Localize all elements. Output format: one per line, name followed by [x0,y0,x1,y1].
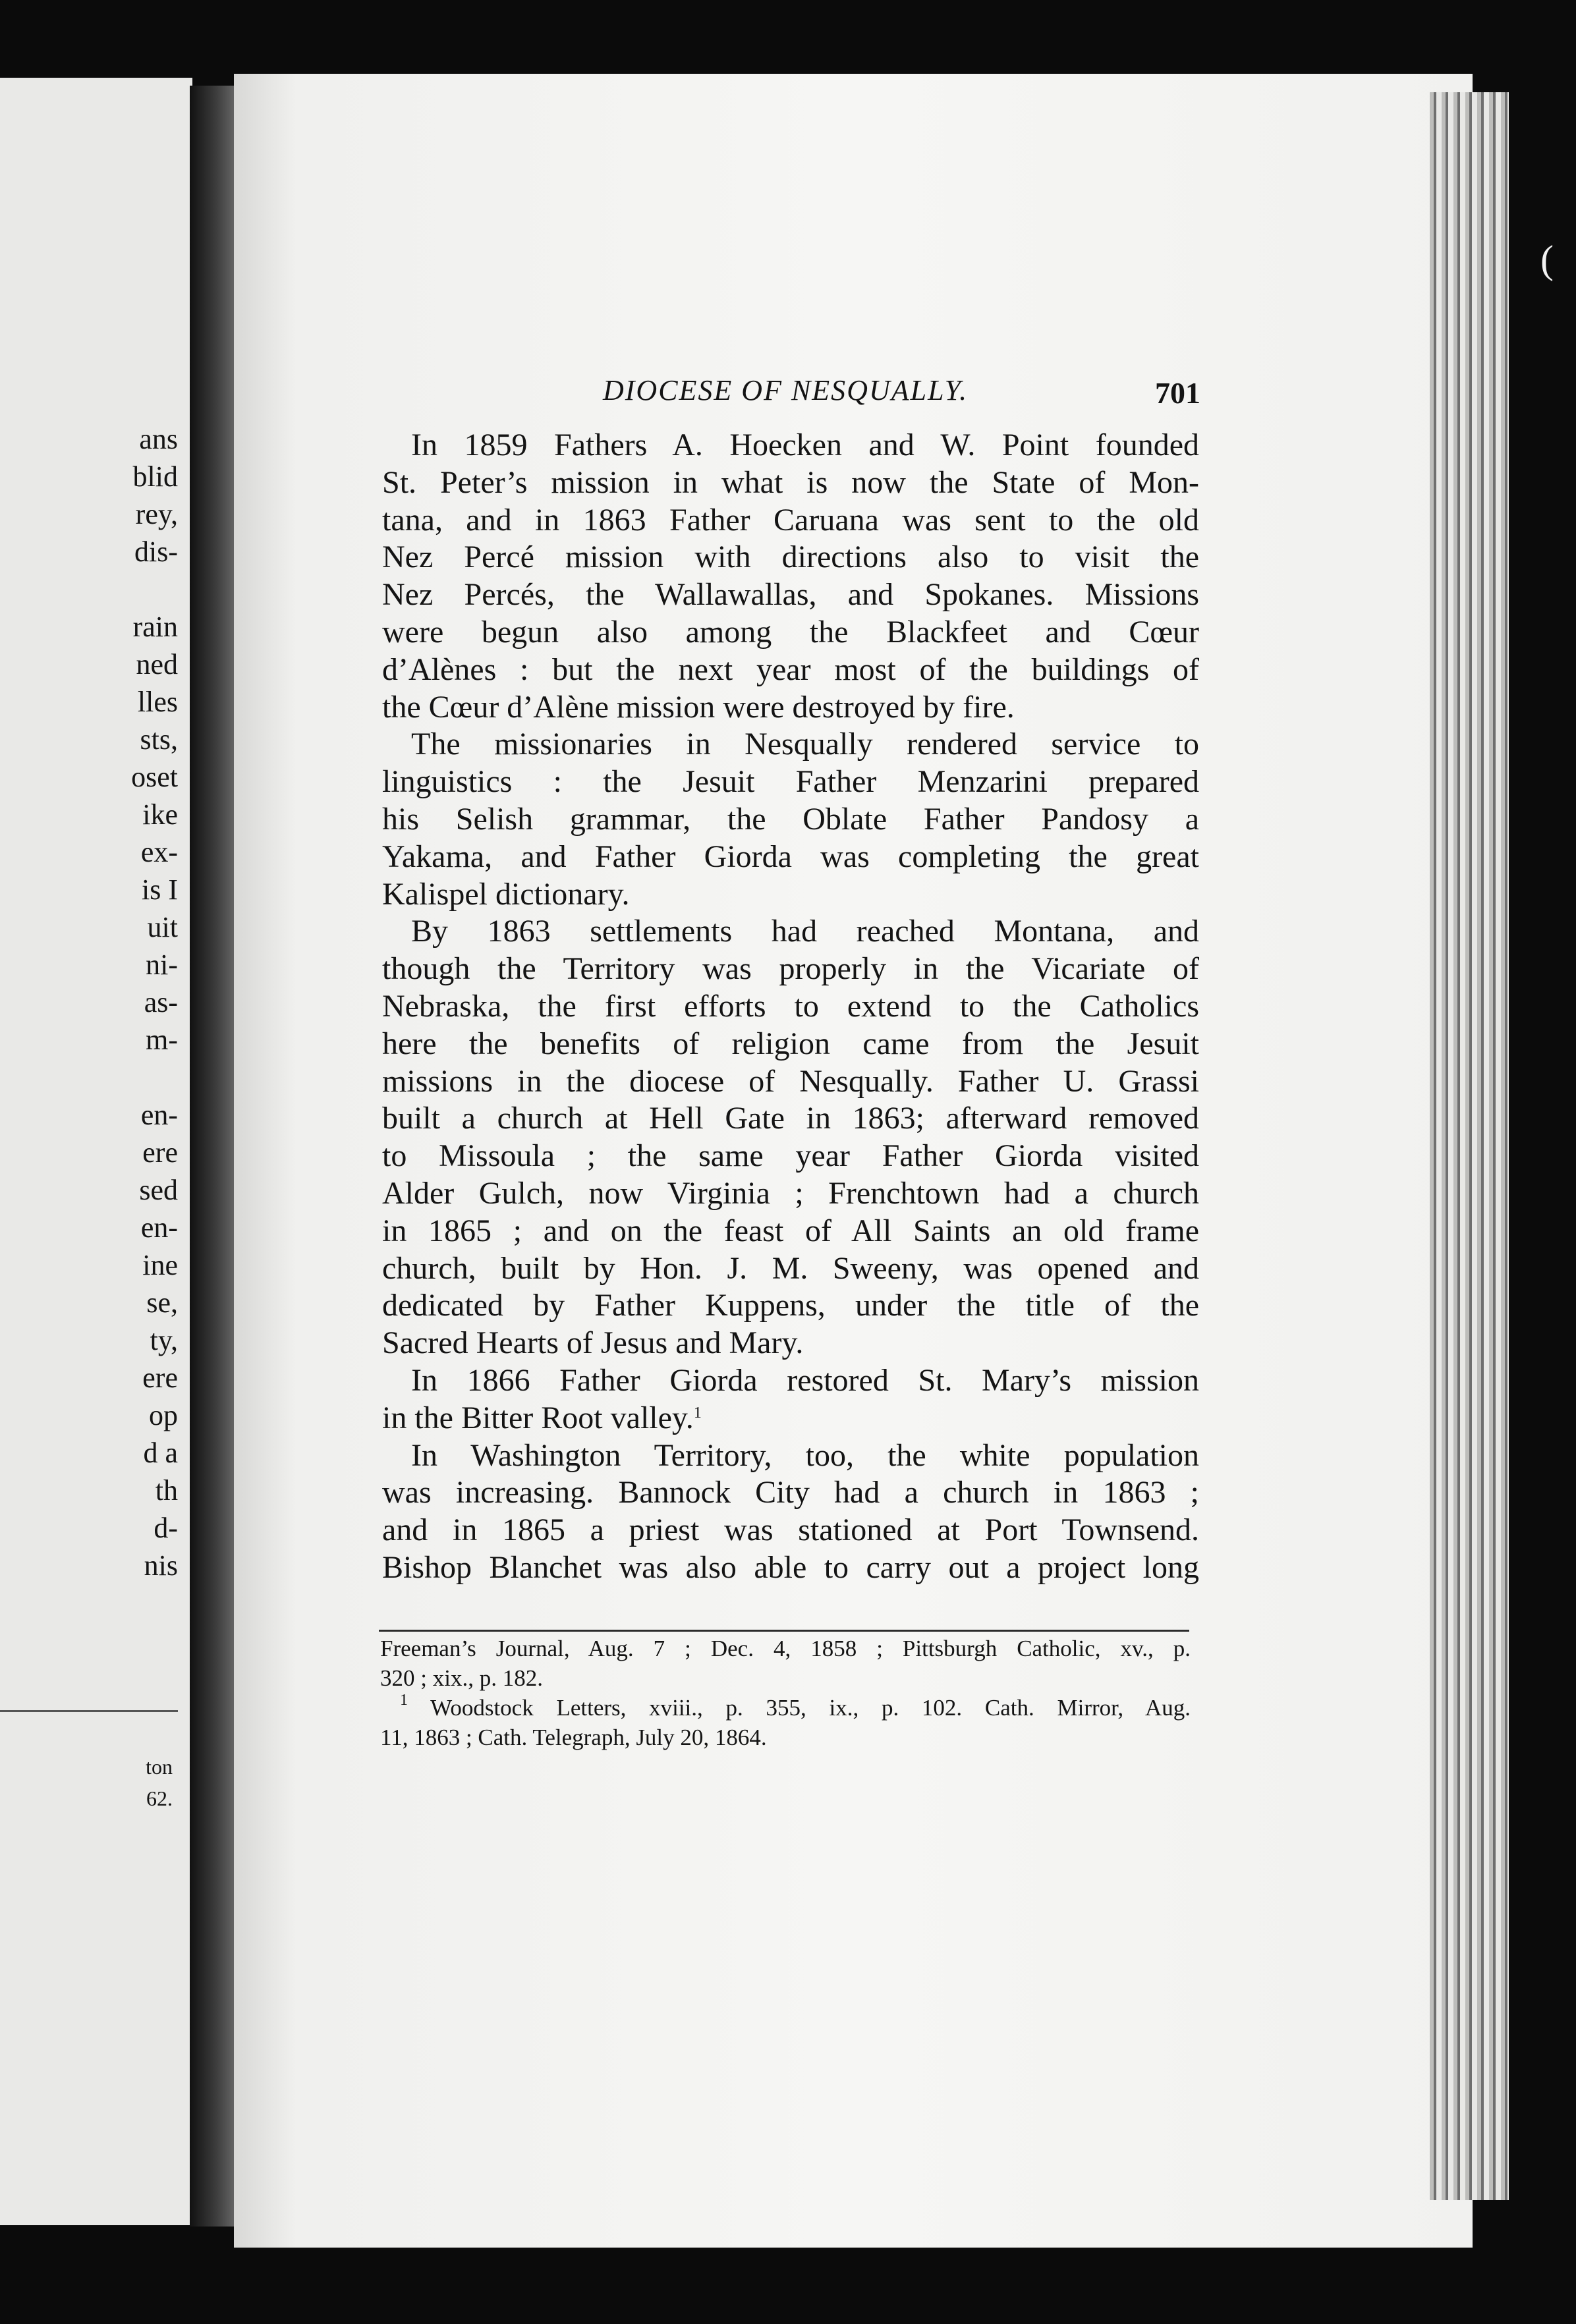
left-fragment: ine [142,1249,178,1281]
text-line: St. Peter’s mission in what is now the State of Mon- [382,464,1199,500]
page-number: 701 [1155,376,1200,410]
text-line: By 1863 settlements had reached Montana, and [411,914,1199,949]
left-fragment: d a [143,1437,178,1469]
text-line: and in 1865 a priest was stationed at Port Townsend. [382,1512,1199,1548]
text-line: to Missoula ; the same year Father Giorda visited [382,1138,1199,1174]
text-line: In 1866 Father Giorda restored St. Mary’s mission [411,1362,1199,1398]
left-footnote-rule [0,1710,178,1712]
text-line: in 1865 ; and on the feast of All Saints an old frame [382,1213,1199,1248]
text-line: linguistics : the Jesuit Father Menzarini prepared [382,764,1199,800]
text-line: d’Alènes : but the next year most of the buildings of [382,651,1199,687]
text-line: here the benefits of religion came from the Jesuit [382,1026,1199,1061]
left-fragment: uit [147,911,178,943]
left-fragment: rain [132,611,178,643]
text-line: dedicated by Father Kuppens, under the title of the [382,1288,1199,1323]
left-fragment: m- [146,1024,178,1056]
text-line: Sacred Hearts of Jesus and Mary. [382,1325,804,1361]
left-footnote-fragment: ton [146,1755,173,1779]
body-text [382,427,1199,1587]
text-line: church, built by Hon. J. M. Sweeny, was opened and [382,1250,1199,1286]
left-fragment: sts, [140,723,178,756]
footnote-marker: 1 [400,1692,408,1709]
left-fragment: ned [136,648,178,680]
text-line: Nez Percés, the Wallawallas, and Spokanes. Missions [382,577,1199,613]
left-fragment: blid [132,460,178,493]
left-fragment: as- [144,986,178,1018]
text-line: the Cœur d’Alène mission were destroyed by fire. [382,689,1015,725]
film-speck: ( [1540,238,1554,281]
left-fragment: oset [131,761,178,793]
text-line: Kalispel dictionary. [382,876,630,912]
left-fragment: nis [144,1549,178,1582]
left-fragment: en- [140,1099,178,1131]
left-footnote-fragments [0,1751,173,1814]
text-line: Alder Gulch, now Virginia ; Frenchtown had a church [382,1175,1199,1211]
text-line: Nez Percé mission with directions also to visit the [382,540,1199,575]
text-line: In 1859 Fathers A. Hoecken and W. Point founded [411,428,1199,462]
left-footnote-fragment: 62. [146,1786,173,1810]
left-page-text-fragments [0,420,178,1584]
text-line: built a church at Hell Gate in 1863; afterward removed [382,1101,1199,1136]
footnote-line: 11, 1863 ; Cath. Telegraph, July 20, 1864. [380,1725,767,1750]
text-line: Bishop Blanchet was also able to carry out a project long [382,1549,1199,1585]
left-fragment: ans [139,423,178,455]
footnote-line-with-marker [380,1693,1191,1723]
text-line: tana, and in 1863 Father Caruana was sent to the old [382,502,1199,538]
footnote-line: 320 ; xix., p. 182. [380,1665,543,1691]
text-line: was increasing. Bannock City had a church in 1863 ; [382,1475,1199,1510]
footnote-line: Freeman’s Journal, Aug. 7 ; Dec. 4, 1858 ; Pittsburgh Catholic, xv., p. [380,1636,1191,1661]
left-fragment: ex- [140,836,178,868]
left-fragment [0,570,178,608]
left-fragment: lles [137,686,178,718]
text-line: his Selish grammar, the Oblate Father Pandosy a [382,801,1199,837]
left-fragment: ike [142,798,178,831]
running-head: DIOCESE OF NESQUALLY. [603,374,969,406]
text-line: missions in the diocese of Nesqually. Father U. Grassi [382,1063,1199,1099]
text-line: The missionaries in Nesqually rendered service to [411,727,1199,762]
left-fragment: se, [146,1286,178,1319]
left-fragment: th [155,1474,178,1507]
left-fragment: d- [154,1512,178,1544]
footnote-line-content: Woodstock Letters, xviii., p. 355, ix., p. 102. Cath. Mirror, Aug. [430,1695,1191,1721]
left-fragment: sed [139,1174,178,1206]
left-page [0,78,192,2225]
footnotes [380,1626,1191,1752]
text-line: were begun also among the Blackfeet and Cœur [382,614,1199,650]
text-line: Yakama, and Father Giorda was completing the great [382,839,1199,874]
footnote-marker: 1 [693,1404,702,1422]
text-line-content: in the Bitter Root valley. [382,1400,694,1435]
text-line: Nebraska, the first efforts to extend to the Catholics [382,988,1199,1024]
page-edges [1430,92,1509,2200]
left-fragment: rey, [135,498,178,530]
text-line: In Washington Territory, too, the white population [411,1437,1199,1473]
left-fragment: ni- [146,949,178,981]
left-fragment: op [149,1399,178,1431]
left-fragment: ty, [150,1324,178,1356]
book-gutter [190,86,237,2227]
text-line: though the Territory was properly in the Vicariate of [382,951,1199,987]
left-fragment: en- [140,1211,178,1244]
left-fragment: ere [142,1136,178,1169]
left-fragment: is I [142,873,178,906]
left-fragment: ere [142,1362,178,1394]
left-fragment: dis- [134,536,178,568]
text-line-with-note [382,1400,1199,1437]
left-fragment [0,1059,178,1096]
